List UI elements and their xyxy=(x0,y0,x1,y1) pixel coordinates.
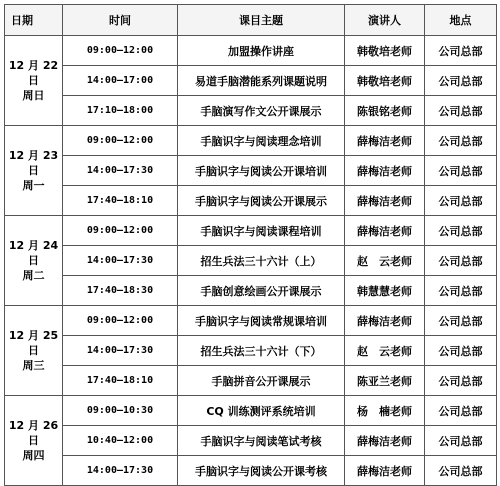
session-place: 公司总部 xyxy=(425,216,497,246)
day-cell xyxy=(5,216,63,306)
session-time: 17:40—18:10 xyxy=(63,186,178,216)
session-place: 公司总部 xyxy=(425,396,497,426)
table-row xyxy=(5,306,497,336)
session-topic: 手脑识字与阅读课程培训 xyxy=(178,216,345,246)
table-row xyxy=(5,336,497,366)
schedule-body xyxy=(5,36,497,486)
session-time: 14:00—17:30 xyxy=(63,156,178,186)
session-place: 公司总部 xyxy=(425,306,497,336)
table-row xyxy=(5,96,497,126)
session-speaker: 赵 云老师 xyxy=(345,336,425,366)
session-time: 09:00—12:00 xyxy=(63,126,178,156)
session-topic: 手脑识字与阅读公开课展示 xyxy=(178,186,345,216)
session-place: 公司总部 xyxy=(425,156,497,186)
session-topic: 手脑识字与阅读常规课培训 xyxy=(178,306,345,336)
session-time: 17:40—18:10 xyxy=(63,366,178,396)
header-speaker: 演讲人 xyxy=(345,5,425,36)
session-time: 09:00—12:00 xyxy=(63,36,178,66)
day-weekday: 周四 xyxy=(22,449,45,462)
table-row xyxy=(5,426,497,456)
session-speaker: 赵 云老师 xyxy=(345,246,425,276)
session-speaker: 韩敬培老师 xyxy=(345,36,425,66)
day-date: 12 月 22 日 xyxy=(8,59,59,87)
session-time: 17:10—18:00 xyxy=(63,96,178,126)
session-speaker: 薛梅洁老师 xyxy=(345,156,425,186)
session-topic: 手脑演写作文公开课展示 xyxy=(178,96,345,126)
table-row xyxy=(5,66,497,96)
table-row xyxy=(5,366,497,396)
table-row xyxy=(5,456,497,486)
day-date: 12 月 23 日 xyxy=(8,149,59,177)
session-topic: 招生兵法三十六计（上） xyxy=(178,246,345,276)
session-time: 17:40—18:30 xyxy=(63,276,178,306)
session-place: 公司总部 xyxy=(425,456,497,486)
session-speaker: 薛梅洁老师 xyxy=(345,426,425,456)
day-weekday: 周二 xyxy=(22,269,45,282)
day-date: 12 月 24 日 xyxy=(8,239,59,267)
session-topic: 手脑识字与阅读理念培训 xyxy=(178,126,345,156)
session-time: 10:40—12:00 xyxy=(63,426,178,456)
table-row xyxy=(5,186,497,216)
session-time: 09:00—10:30 xyxy=(63,396,178,426)
session-topic: 手脑创意绘画公开课展示 xyxy=(178,276,345,306)
day-weekday: 周日 xyxy=(22,89,45,102)
session-place: 公司总部 xyxy=(425,186,497,216)
session-place: 公司总部 xyxy=(425,36,497,66)
session-speaker: 薛梅洁老师 xyxy=(345,306,425,336)
session-place: 公司总部 xyxy=(425,336,497,366)
session-speaker: 薛梅洁老师 xyxy=(345,186,425,216)
session-time: 14:00—17:30 xyxy=(63,246,178,276)
session-place: 公司总部 xyxy=(425,426,497,456)
session-topic: 易道手脑潜能系列课题说明 xyxy=(178,66,345,96)
table-row xyxy=(5,396,497,426)
day-cell xyxy=(5,396,63,486)
header-date: 日期 xyxy=(5,5,63,36)
session-time: 14:00—17:30 xyxy=(63,336,178,366)
session-place: 公司总部 xyxy=(425,96,497,126)
session-topic: 手脑识字与阅读公开课培训 xyxy=(178,156,345,186)
session-place: 公司总部 xyxy=(425,276,497,306)
day-date: 12 月 26 日 xyxy=(8,419,59,447)
day-weekday: 周三 xyxy=(22,359,45,372)
table-row xyxy=(5,36,497,66)
table-row xyxy=(5,126,497,156)
table-row xyxy=(5,276,497,306)
session-topic: 招生兵法三十六计（下） xyxy=(178,336,345,366)
session-speaker: 薛梅洁老师 xyxy=(345,126,425,156)
session-speaker: 陈亚兰老师 xyxy=(345,366,425,396)
session-place: 公司总部 xyxy=(425,366,497,396)
day-weekday: 周一 xyxy=(22,179,45,192)
session-topic: 手脑识字与阅读笔试考核 xyxy=(178,426,345,456)
table-row xyxy=(5,216,497,246)
session-speaker: 薛梅洁老师 xyxy=(345,216,425,246)
session-time: 09:00—12:00 xyxy=(63,306,178,336)
session-speaker: 薛梅洁老师 xyxy=(345,456,425,486)
session-topic: CQ 训练测评系统培训 xyxy=(178,396,345,426)
table-row xyxy=(5,246,497,276)
header-place: 地点 xyxy=(425,5,497,36)
session-speaker: 韩敬培老师 xyxy=(345,66,425,96)
session-place: 公司总部 xyxy=(425,246,497,276)
session-time: 09:00—12:00 xyxy=(63,216,178,246)
header-time: 时间 xyxy=(63,5,178,36)
session-topic: 手脑识字与阅读公开课考核 xyxy=(178,456,345,486)
session-place: 公司总部 xyxy=(425,66,497,96)
day-cell xyxy=(5,126,63,216)
header-row xyxy=(5,5,497,36)
table-row xyxy=(5,156,497,186)
session-topic: 加盟操作讲座 xyxy=(178,36,345,66)
session-speaker: 韩慧慧老师 xyxy=(345,276,425,306)
day-cell xyxy=(5,36,63,126)
session-time: 14:00—17:00 xyxy=(63,66,178,96)
session-speaker: 陈银铭老师 xyxy=(345,96,425,126)
session-speaker: 杨 楠老师 xyxy=(345,396,425,426)
day-date: 12 月 25 日 xyxy=(8,329,59,357)
header-topic: 课目主题 xyxy=(178,5,345,36)
day-cell xyxy=(5,306,63,396)
schedule-table xyxy=(4,4,497,486)
session-topic: 手脑拼音公开课展示 xyxy=(178,366,345,396)
session-time: 14:00—17:30 xyxy=(63,456,178,486)
session-place: 公司总部 xyxy=(425,126,497,156)
